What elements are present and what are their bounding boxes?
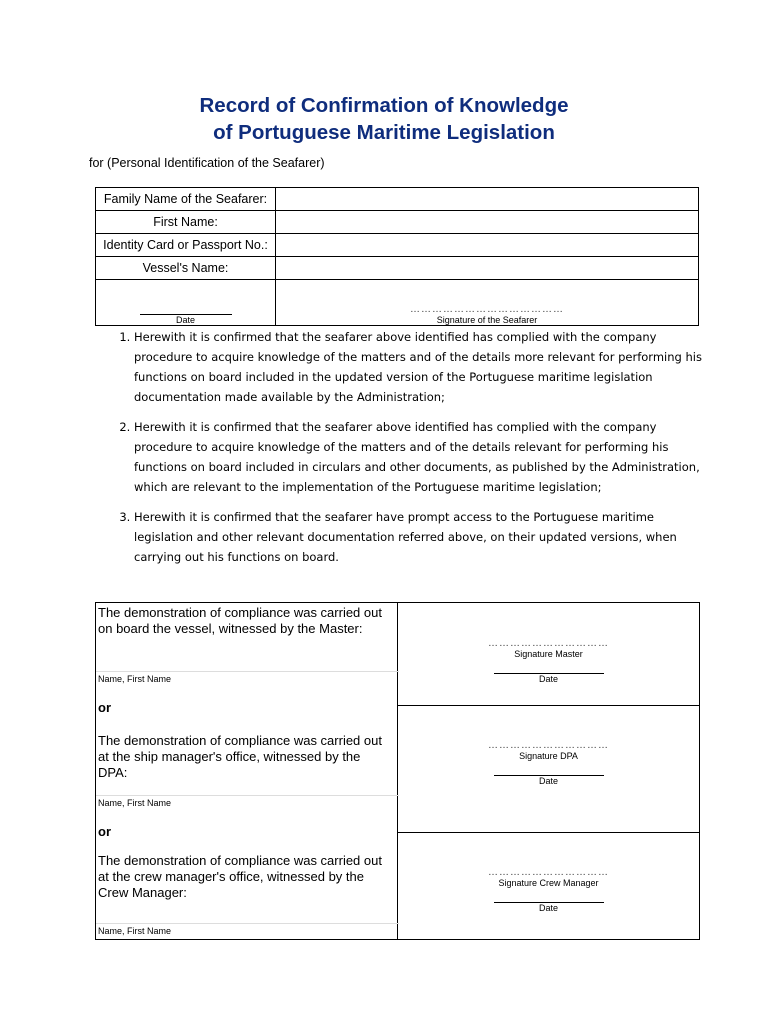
or-label: or xyxy=(98,700,111,715)
title-line-2: of Portuguese Maritime Legislation xyxy=(213,121,555,144)
witness-statements-column xyxy=(96,603,398,939)
signature-dots: …………………………………… xyxy=(410,304,564,315)
list-item: 3. Herewith it is confirmed that the seafarer have prompt access to the Portuguese maritime legislation and other relevant documentation referred above, on their updated versions, when carrying out his functions on board. xyxy=(134,507,704,567)
crew-signature-dots: …………………………… xyxy=(488,867,609,878)
seafarer-signature-label: Signature of the Seafarer xyxy=(436,315,538,325)
dpa-signature-label: Signature DPA xyxy=(519,751,578,761)
row-divider xyxy=(398,705,699,706)
date-cell[interactable] xyxy=(96,280,276,326)
list-item: 2. Herewith it is confirmed that the seafarer above identified has complied with the company procedure to acquire knowledge of the matters and of the details relevant for performing his functions on board included in circulars and other documents, as published by the Administration, which are relevant to the implementation of the Portuguese maritime legislation; xyxy=(134,417,704,497)
seafarer-id-table xyxy=(95,187,699,326)
master-signature-block[interactable] xyxy=(398,639,699,684)
family-name-label: Family Name of the Seafarer: xyxy=(96,188,276,211)
first-name-label: First Name: xyxy=(96,211,276,234)
vessel-name-label: Vessel's Name: xyxy=(96,257,276,280)
subtitle: for (Personal Identification of the Seafarer) xyxy=(89,156,325,170)
id-number-field[interactable] xyxy=(276,234,699,257)
dpa-signature-block[interactable] xyxy=(398,741,699,786)
witness-signatures-column xyxy=(398,603,699,939)
first-name-field[interactable] xyxy=(276,211,699,234)
dpa-signature-dots: …………………………… xyxy=(488,740,609,751)
master-name-field[interactable]: Name, First Name xyxy=(96,671,399,684)
row-divider xyxy=(398,832,699,833)
dpa-date-label: Date xyxy=(538,776,558,786)
witness-table xyxy=(95,602,700,940)
seafarer-signature-cell[interactable] xyxy=(276,280,699,326)
list-item: 1. Herewith it is confirmed that the seafarer above identified has complied with the company procedure to acquire knowledge of the matters and of the details more relevant for performing his functions on board included in the updated version of the Portuguese maritime legislation documentation made available by the Administration; xyxy=(134,327,704,407)
master-date-label: Date xyxy=(538,674,558,684)
dpa-statement: The demonstration of compliance was carried out at the ship manager's office, witnessed by the DPA: xyxy=(98,733,382,780)
title-line-1: Record of Confirmation of Knowledge xyxy=(199,94,569,117)
date-label: Date xyxy=(175,315,195,325)
document-title xyxy=(0,92,768,146)
crew-signature-label: Signature Crew Manager xyxy=(498,878,599,888)
vessel-name-field[interactable] xyxy=(276,257,699,280)
or-label: or xyxy=(98,824,111,839)
crew-statement: The demonstration of compliance was carried out at the crew manager's office, witnessed by the Crew Manager: xyxy=(98,853,382,900)
crew-signature-block[interactable] xyxy=(398,868,699,913)
master-signature-dots: …………………………… xyxy=(488,638,609,649)
id-number-label: Identity Card or Passport No.: xyxy=(96,234,276,257)
dpa-name-field[interactable]: Name, First Name xyxy=(96,795,399,808)
crew-date-label: Date xyxy=(538,903,558,913)
confirmation-list xyxy=(108,327,704,577)
master-signature-label: Signature Master xyxy=(514,649,583,659)
crew-name-field[interactable]: Name, First Name xyxy=(96,923,399,936)
family-name-field[interactable] xyxy=(276,188,699,211)
master-statement: The demonstration of compliance was carried out on board the vessel, witnessed by the Master: xyxy=(98,605,382,636)
